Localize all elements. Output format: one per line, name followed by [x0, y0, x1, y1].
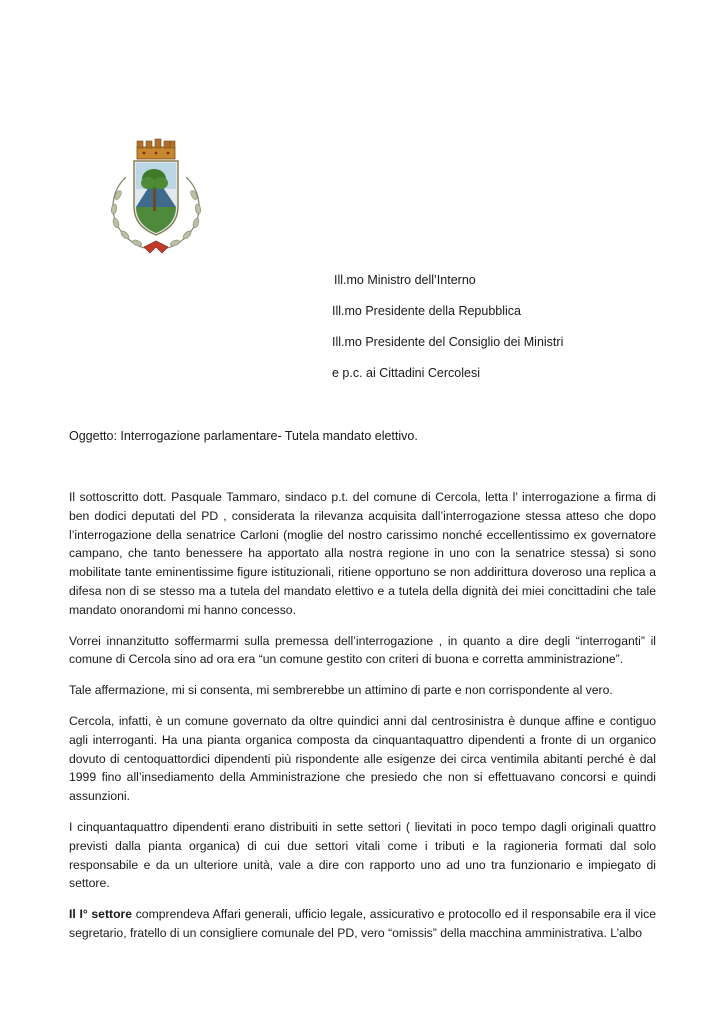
section-text: comprendeva Affari generali, ufficio legale, assicurativo e protocollo ed il responsabile era il vice segretario, fratello di un consigliere comunale del PD, vero “omissis” della macchina amministrativa. L’albo — [69, 907, 656, 940]
recipient-line: e p.c. ai Cittadini Cercolesi — [332, 366, 480, 380]
body-paragraph: I cinquantaquattro dipendenti erano distribuiti in sette settori ( lievitati in poco tempo dagli originali quattro previsti dalla pianta organica) di cui due settori vitali come i tributi e la ragioneria formati dal solo responsabile e da un ulteriore unità, vale a dire con rapporto uno ad uno tra funzionario e impiegato di settore. — [69, 819, 656, 891]
coat-of-arms-logo — [104, 137, 208, 259]
body-paragraph: Vorrei innanzitutto soffermarmi sulla premessa dell’interrogazione , in quanto a dire degli “interroganti” il comune di Cercola sino ad ora era “un comune gestito con criteri di buona e corretta amministrazione”. — [69, 633, 656, 667]
recipient-line: Ill.mo Presidente della Repubblica — [332, 304, 521, 318]
recipients-block — [332, 272, 692, 396]
section-heading: Il I° settore — [69, 907, 133, 922]
body-paragraph: Cercola, infatti, è un comune governato da oltre quindici anni dal centrosinistra è dunque affine e contiguo agli interroganti. Ha una pianta organica composta da cinquantaquattro dipendenti a fronte di un organico dovuto di centoquattordici dipendenti più rispondente alle esigenze dei circa ventimila abitanti perché è dal 1999 fino all’insediamento della Amministrazione che presiedo che non si effettuavano concorsi e quindi assunzioni. — [69, 713, 656, 804]
body-paragraph: Tale affermazione, mi si consenta, mi sembrerebbe un attimino di parte e non corrispondente al vero. — [69, 683, 613, 698]
recipient-line: Ill.mo Presidente del Consiglio dei Ministri — [332, 335, 564, 349]
subject-line: Oggetto: Interrogazione parlamentare- Tutela mandato elettivo. — [69, 429, 418, 443]
body-paragraph — [69, 905, 656, 943]
letter-body — [69, 488, 656, 955]
recipient-line: Ill.mo Ministro dell’Interno — [334, 273, 476, 287]
body-paragraph: Il sottoscritto dott. Pasquale Tammaro, sindaco p.t. del comune di Cercola, letta l’ interrogazione a firma di ben dodici deputati del PD , considerata la rilevanza acquisita dall’interrogazione stessa atteso che dopo l’interrogazione della senatrice Carloni (moglie del nostro carissimo nonché eccellentissimo ex governatore campano, che tanto benessere ha apportato alla nostra regione in uno con la senatrice stessa) si sono mobilitate tante eminentissime figure istituzionali, ritiene opportuno se non addirittura doveroso una replica a difesa non di se stesso ma a tutela del mandato elettivo e a tutela della dignità dei miei concittadini che tale mandato onorandomi mi hanno concesso. — [69, 490, 656, 617]
